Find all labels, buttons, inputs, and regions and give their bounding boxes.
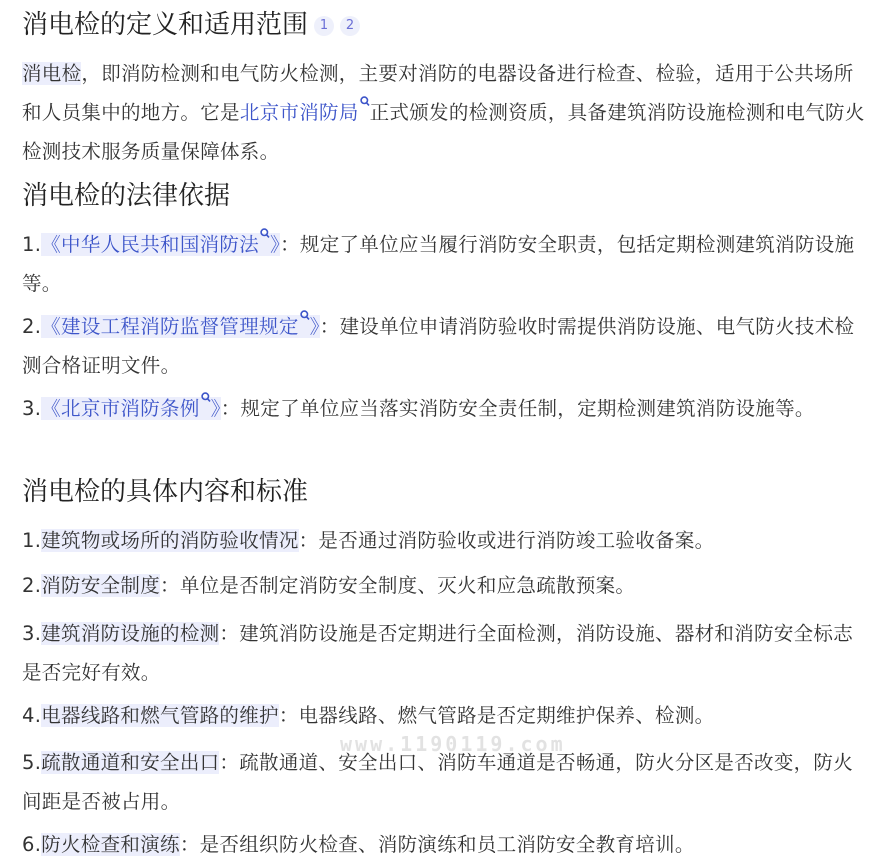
reference-badge-2[interactable]: 2	[340, 16, 360, 36]
list-item: 2.《建设工程消防监督管理规定 》：建设单位申请消防验收时需提供消防设施、电气防火技术检测合格证明文件。	[22, 307, 868, 385]
section-title-content-standards: 消电检的具体内容和标准	[22, 477, 309, 507]
list-item: 2.消防安全制度：单位是否制定消防安全制度、灭火和应急疏散预案。	[22, 574, 636, 597]
link-fire-protection-law[interactable]: 中华人民共和国消防法	[61, 233, 260, 256]
list-item: 5.疏散通道和安全出口：疏散通道、安全出口、消防车通道是否畅通，防火分区是否改变，防火间距是否被占用。	[22, 751, 854, 813]
link-beijing-fire-bureau[interactable]: 北京市消防局	[239, 101, 359, 124]
section-definition	[22, 7, 360, 43]
link-construction-supervision-rules[interactable]: 建设工程消防监督管理规定	[61, 315, 299, 338]
section-title-definition: 消电检的定义和适用范围 1 2	[22, 7, 360, 43]
list-item: 6.防火检查和演练：是否组织防火检查、消防演练和员工消防安全教育培训。	[22, 833, 695, 856]
law-link-highlight[interactable]: 《中华人民共和国消防法 》	[41, 233, 280, 256]
section-title-legal-basis: 消电检的法律依据	[22, 181, 231, 211]
highlight-term: 建筑消防设施的检测	[41, 622, 220, 645]
list-item: 3.建筑消防设施的检测：建筑消防设施是否定期进行全面检测，消防设施、器材和消防安全标志是否完好有效。	[22, 622, 854, 684]
search-icon[interactable]	[300, 310, 310, 324]
list-item: 1.建筑物或场所的消防验收情况：是否通过消防验收或进行消防竣工验收备案。	[22, 529, 715, 552]
definition-paragraph: 消电检，即消防检测和电气防火检测，主要对消防的电器设备进行检查、检验，适用于公共场所和人员集中的地方。它是北京市消防局 正式颁发的检测资质，具备建筑消防设施检测和电气防火检测技术服务质量保障体系。	[22, 62, 865, 163]
highlight-term: 消电检	[22, 62, 82, 85]
reference-badge-1[interactable]: 1	[314, 16, 334, 36]
search-icon[interactable]	[201, 392, 211, 406]
highlight-term: 电器线路和燃气管路的维护	[41, 704, 279, 727]
highlight-term: 消防安全制度	[41, 574, 161, 597]
highlight-term: 防火检查和演练	[41, 833, 180, 856]
link-beijing-fire-regulations[interactable]: 北京市消防条例	[61, 397, 200, 420]
search-icon[interactable]	[360, 96, 370, 110]
watermark: www.1190119.com	[340, 732, 566, 756]
search-icon[interactable]	[260, 228, 270, 242]
highlight-term: 疏散通道和安全出口	[41, 751, 220, 774]
law-link-highlight[interactable]: 《建设工程消防监督管理规定 》	[41, 315, 319, 338]
list-item: 4.电器线路和燃气管路的维护：电器线路、燃气管路是否定期维护保养、检测。	[22, 704, 715, 727]
list-item: 3.《北京市消防条例 》：规定了单位应当落实消防安全责任制，定期检测建筑消防设施等。	[22, 389, 868, 428]
law-link-highlight[interactable]: 《北京市消防条例 》	[41, 397, 220, 420]
highlight-term: 建筑物或场所的消防验收情况	[41, 529, 299, 552]
list-item: 1.《中华人民共和国消防法 》：规定了单位应当履行消防安全职责，包括定期检测建筑消防设施等。	[22, 225, 868, 303]
